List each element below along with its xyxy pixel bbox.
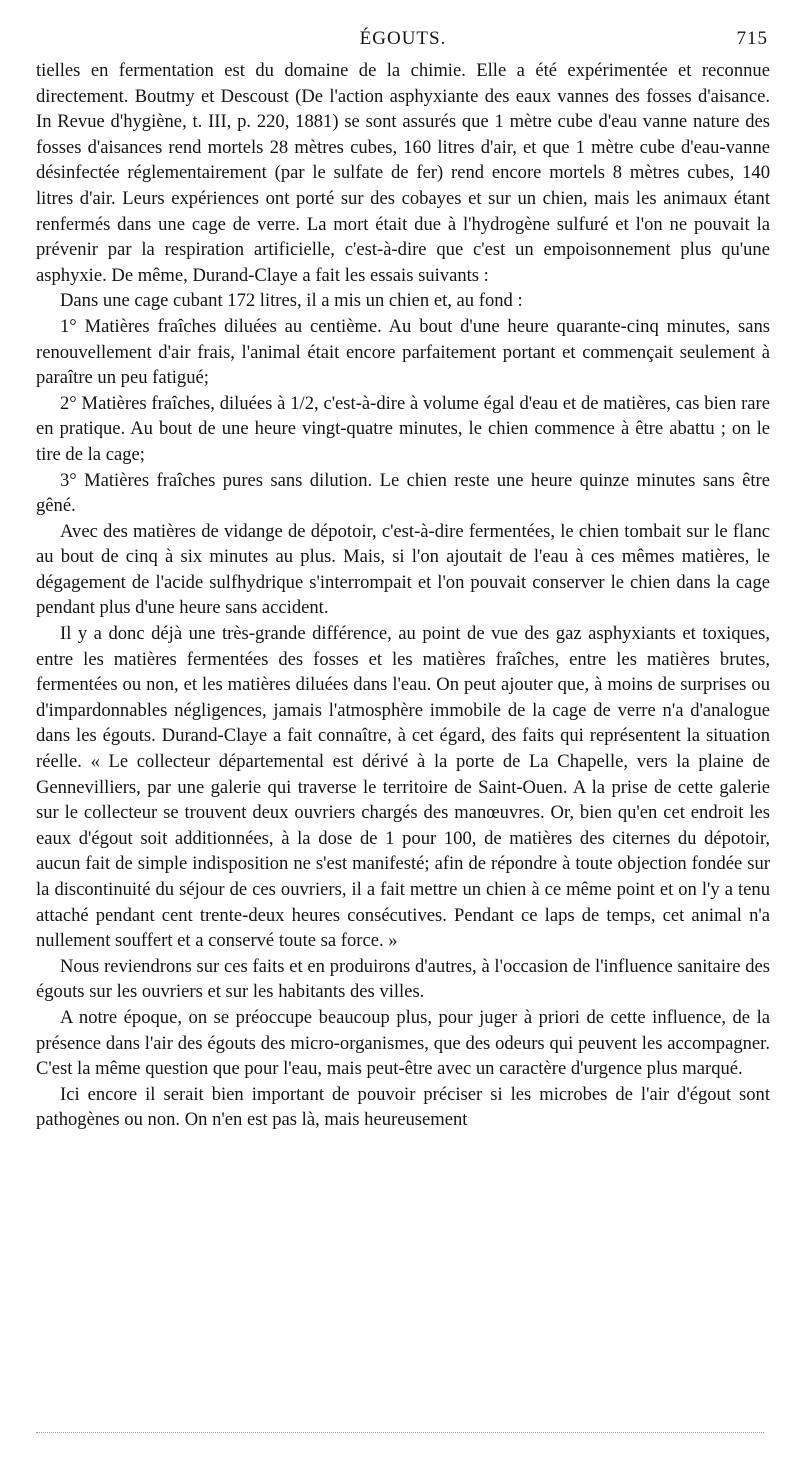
paragraph-item-3: 3° Matières fraîches pures sans dilution. Le chien reste une heure quinze minutes sans être gêné. <box>36 469 770 517</box>
footer-rule <box>36 1432 764 1433</box>
page-number: 715 <box>736 28 768 49</box>
paragraph: Avec des matières de vidange de dépotoir, c'est-à-dire fermentées, le chien tombait sur le flanc au bout de cinq à six minutes au plus. Mais, si l'on ajoutait de l'eau à ces mêmes matières, le dégagement de l'acide sulfhydrique s'interrompait et l'on pouvait conserver le chien dans la cage pendant plus d'une heure sans accident. <box>36 520 770 619</box>
paragraph: Dans une cage cubant 172 litres, il a mis un chien et, au fond : <box>60 290 523 312</box>
running-header <box>36 28 770 58</box>
document-page <box>36 28 770 1133</box>
body-text <box>36 58 770 1133</box>
paragraph-item-1: 1° Matières fraîches diluées au centième. Au bout d'une heure quarante-cinq minutes, sans renouvellement d'air frais, l'animal était encore parfaitement portant et commençait seulement à paraître un peu fatigué; <box>36 315 770 389</box>
paragraph: A notre époque, on se préoccupe beaucoup plus, pour juger à priori de cette influence, de la présence dans l'air des égouts des micro-organismes, que des odeurs qui peuvent les accompagner. C'est la même question que pour l'eau, mais peut-être avec un caractère d'urgence plus marqué. <box>36 1006 770 1080</box>
paragraph: Ici encore il serait bien important de pouvoir préciser si les microbes de l'air d'égout sont pathogènes ou non. On n'en est pas là, mais heureusement <box>36 1083 770 1131</box>
paragraph-continued: tielles en fermentation est du domaine de la chimie. Elle a été expérimentée et reconnue directement. Boutmy et Descoust (De l'action asphyxiante des eaux vannes des fosses d'aisance. In Revue d'hygiène, t. III, p. 220, 1881) se sont assurés que 1 mètre cube d'eau vanne nature des fosses d'aisances rend mortels 28 mètres cubes, 160 litres d'air, et que 1 mètre cube d'eau-vanne désinfectée réglementairement (par le sulfate de fer) rend encore mortels 8 mètres cubes, 140 litres d'air. Leurs expériences ont porté sur des cobayes et sur un chien, mais les animaux étant renfermés dans une cage de verre. La mort était due à l'hydrogène sulfuré et l'on ne pouvait la prévenir par la respiration artificielle, c'est-à-dire que c'est un empoisonnement plus qu'une asphyxie. De même, Durand-Claye a fait les essais suivants : <box>36 60 770 286</box>
paragraph-item-2: 2° Matières fraîches, diluées à 1/2, c'est-à-dire à volume égal d'eau et de matières, cas bien rare en pratique. Au bout de une heure vingt-quatre minutes, le chien commence à être abattu ; on le tire de la cage; <box>36 392 770 465</box>
paragraph: Nous reviendrons sur ces faits et en produirons d'autres, à l'occasion de l'influence sanitaire des égouts sur les ouvriers et sur les habitants des villes. <box>36 955 770 1003</box>
paragraph: Il y a donc déjà une très-grande différence, au point de vue des gaz asphyxiants et toxiques, entre les matières fermentées des fosses et les matières fraîches, entre les matières brutes, fermentées ou non, et les matières diluées dans l'eau. On peut ajouter que, à moins de surprises ou d'impardonnables négligences, jamais l'atmosphère immobile de la cage de verre n'a d'analogue dans les égouts. Durand-Claye a fait connaître, à cet égard, des faits qui représentent la situation réelle. « Le collecteur départemental est dérivé à la porte de La Chapelle, vers la plaine de Gennevilliers, par une galerie qui traverse le territoire de Saint-Ouen. A la prise de cette galerie sur le collecteur se trouvent deux ouvriers chargés des manœuvres. Or, bien qu'en cet endroit les eaux d'égout soit additionnées, à la dose de 1 pour 100, de matières des citernes du dépotoir, aucun fait de simple indisposition ne s'est manifesté; afin de répondre à toute objection fondée sur la discontinuité du séjour de ces ouvriers, il a fait mettre un chien à ce même point et on l'y a tenu attaché pendant cent trente-deux heures consécutives. Pendant ce laps de temps, cet animal n'a nullement souffert et a conservé toute sa force. » <box>36 623 770 952</box>
running-title: ÉGOUTS. <box>359 28 447 49</box>
